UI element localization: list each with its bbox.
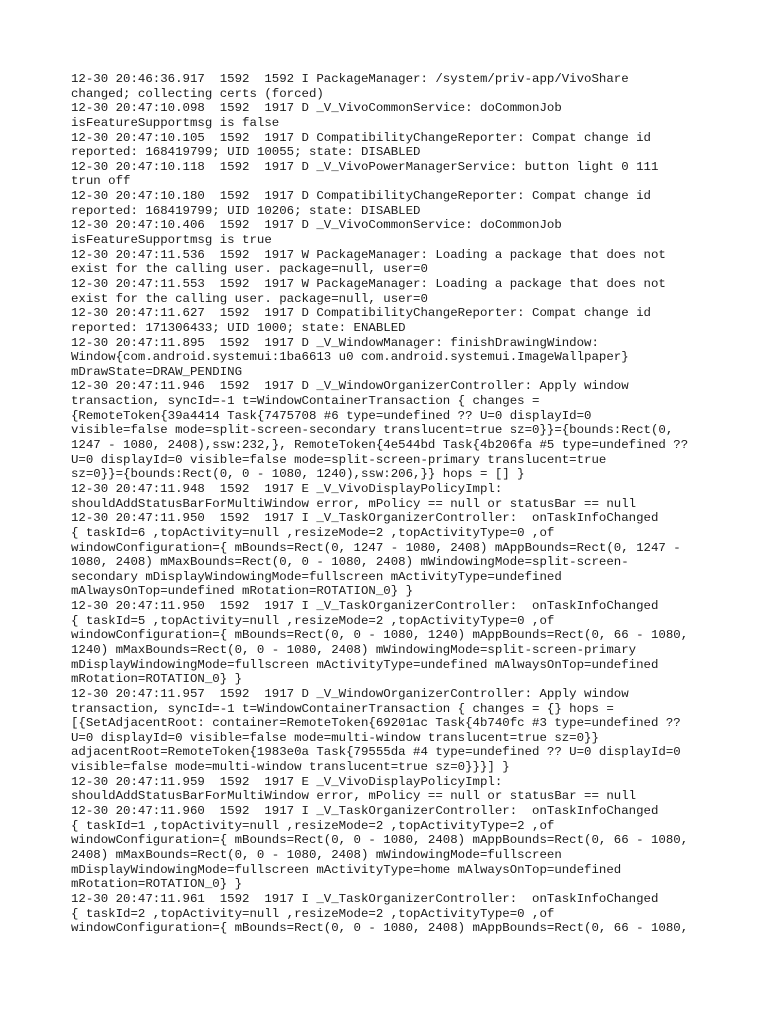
log-line: 12-30 20:47:10.180 1592 1917 D CompatibilityChangeReporter: Compat change id <box>71 189 651 204</box>
log-line: { taskId=6 ,topActivity=null ,resizeMode=2 ,topActivityType=0 ,of <box>71 525 555 540</box>
log-line: mRotation=ROTATION_0} } <box>71 877 243 892</box>
log-line: exist for the calling user. package=null, user=0 <box>71 291 428 306</box>
log-line: 1240) mMaxBounds=Rect(0, 0 - 1080, 2408) mWindowingMode=split-screen-primary <box>71 642 637 657</box>
log-line: 12-30 20:47:11.960 1592 1917 I _V_TaskOrganizerController: onTaskInfoChanged <box>71 804 659 819</box>
log-line: Window{com.android.systemui:1ba6613 u0 com.android.systemui.ImageWallpaper} <box>71 350 629 365</box>
log-line: { taskId=2 ,topActivity=null ,resizeMode=2 ,topActivityType=0 ,of <box>71 906 555 921</box>
log-line: 12-30 20:47:11.946 1592 1917 D _V_WindowOrganizerController: Apply window <box>71 379 629 394</box>
log-line: shouldAddStatusBarForMultiWindow error, mPolicy == null or statusBar == null <box>71 496 637 511</box>
log-line: 12-30 20:47:11.536 1592 1917 W PackageManager: Loading a package that does not <box>71 247 666 262</box>
log-line: 12-30 20:47:11.957 1592 1917 D _V_WindowOrganizerController: Apply window <box>71 686 629 701</box>
log-text-body <box>71 72 711 936</box>
log-line: 12-30 20:47:10.118 1592 1917 D _V_VivoPowerManagerService: button light 0 111 <box>71 159 659 174</box>
log-line: isFeatureSupportmsg is false <box>71 115 280 130</box>
log-line: transaction, syncId=-1 t=WindowContainerTransaction { changes = <box>71 394 540 409</box>
log-line: isFeatureSupportmsg is true <box>71 233 272 248</box>
log-line: 12-30 20:47:11.895 1592 1917 D _V_WindowManager: finishDrawingWindow: <box>71 335 599 350</box>
log-line: 12-30 20:47:11.950 1592 1917 I _V_TaskOrganizerController: onTaskInfoChanged <box>71 511 659 526</box>
log-line: secondary mDisplayWindowingMode=fullscreen mActivityType=undefined <box>71 569 562 584</box>
log-line: 12-30 20:47:11.627 1592 1917 D CompatibilityChangeReporter: Compat change id <box>71 306 651 321</box>
log-line: visible=false mode=multi-window translucent=true sz=0}}}] } <box>71 760 510 775</box>
log-line: windowConfiguration={ mBounds=Rect(0, 1247 - 1080, 2408) mAppBounds=Rect(0, 1247 - <box>71 540 681 555</box>
log-line: mDisplayWindowingMode=fullscreen mActivityType=undefined mAlwaysOnTop=undefined <box>71 657 659 672</box>
log-line: mDrawState=DRAW_PENDING <box>71 364 243 379</box>
log-line: 12-30 20:47:11.553 1592 1917 W PackageManager: Loading a package that does not <box>71 276 666 291</box>
log-line: reported: 168419799; UID 10206; state: DISABLED <box>71 203 421 218</box>
log-line: 12-30 20:47:11.959 1592 1917 E _V_VivoDisplayPolicyImpl: <box>71 774 503 789</box>
log-line: sz=0}}={bounds:Rect(0, 0 - 1080, 1240),ssw:206,}} hops = [] } <box>71 467 525 482</box>
log-line: transaction, syncId=-1 t=WindowContainerTransaction { changes = {} hops = <box>71 701 614 716</box>
log-line: { taskId=1 ,topActivity=null ,resizeMode=2 ,topActivityType=2 ,of <box>71 818 555 833</box>
log-line: 2408) mMaxBounds=Rect(0, 0 - 1080, 2408) mWindowingMode=fullscreen <box>71 847 562 862</box>
log-line: 12-30 20:47:10.098 1592 1917 D _V_VivoCommonService: doCommonJob <box>71 101 562 116</box>
log-line: shouldAddStatusBarForMultiWindow error, mPolicy == null or statusBar == null <box>71 789 637 804</box>
log-line: visible=false mode=split-screen-secondary translucent=true sz=0}}={bounds:Rect(0, <box>71 423 674 438</box>
log-line: 12-30 20:47:11.948 1592 1917 E _V_VivoDisplayPolicyImpl: <box>71 481 503 496</box>
log-line: [{SetAdjacentRoot: container=RemoteToken{69201ac Task{4b740fc #3 type=undefined ?? <box>71 716 681 731</box>
log-line: mDisplayWindowingMode=fullscreen mActivityType=home mAlwaysOnTop=undefined <box>71 862 622 877</box>
log-line: reported: 168419799; UID 10055; state: DISABLED <box>71 145 421 160</box>
log-line: U=0 displayId=0 visible=false mode=split-screen-primary translucent=true <box>71 452 607 467</box>
log-line: 12-30 20:47:11.961 1592 1917 I _V_TaskOrganizerController: onTaskInfoChanged <box>71 891 659 906</box>
log-line: windowConfiguration={ mBounds=Rect(0, 0 - 1080, 2408) mAppBounds=Rect(0, 66 - 1080, <box>71 833 689 848</box>
log-line: exist for the calling user. package=null, user=0 <box>71 262 428 277</box>
log-line: windowConfiguration={ mBounds=Rect(0, 0 - 1080, 2408) mAppBounds=Rect(0, 66 - 1080, <box>71 921 689 936</box>
log-line: reported: 171306433; UID 1000; state: ENABLED <box>71 320 406 335</box>
log-line: { taskId=5 ,topActivity=null ,resizeMode=2 ,topActivityType=0 ,of <box>71 613 555 628</box>
log-line: U=0 displayId=0 visible=false mode=multi-window translucent=true sz=0}} <box>71 730 599 745</box>
log-line: trun off <box>71 174 131 189</box>
log-line: adjacentRoot=RemoteToken{1983e0a Task{79555da #4 type=undefined ?? U=0 displayId=0 <box>71 745 681 760</box>
log-line: 1080, 2408) mMaxBounds=Rect(0, 0 - 1080, 2408) mWindowingMode=split-screen- <box>71 555 629 570</box>
log-line: mRotation=ROTATION_0} } <box>71 672 243 687</box>
log-line: 1247 - 1080, 2408),ssw:232,}, RemoteToken{4e544bd Task{4b206fa #5 type=undefined ?? <box>71 438 689 453</box>
log-line: 12-30 20:46:36.917 1592 1592 I PackageManager: /system/priv-app/VivoShare <box>71 72 629 86</box>
log-line: 12-30 20:47:10.406 1592 1917 D _V_VivoCommonService: doCommonJob <box>71 218 562 233</box>
log-line: 12-30 20:47:11.950 1592 1917 I _V_TaskOrganizerController: onTaskInfoChanged <box>71 599 659 614</box>
log-line: 12-30 20:47:10.105 1592 1917 D CompatibilityChangeReporter: Compat change id <box>71 130 651 145</box>
log-line: mAlwaysOnTop=undefined mRotation=ROTATION_0} } <box>71 584 414 599</box>
log-line: windowConfiguration={ mBounds=Rect(0, 0 - 1080, 1240) mAppBounds=Rect(0, 66 - 1080, <box>71 628 689 643</box>
log-line: changed; collecting certs (forced) <box>71 86 324 101</box>
log-line: {RemoteToken{39a4414 Task{7475708 #6 type=undefined ?? U=0 displayId=0 <box>71 408 592 423</box>
